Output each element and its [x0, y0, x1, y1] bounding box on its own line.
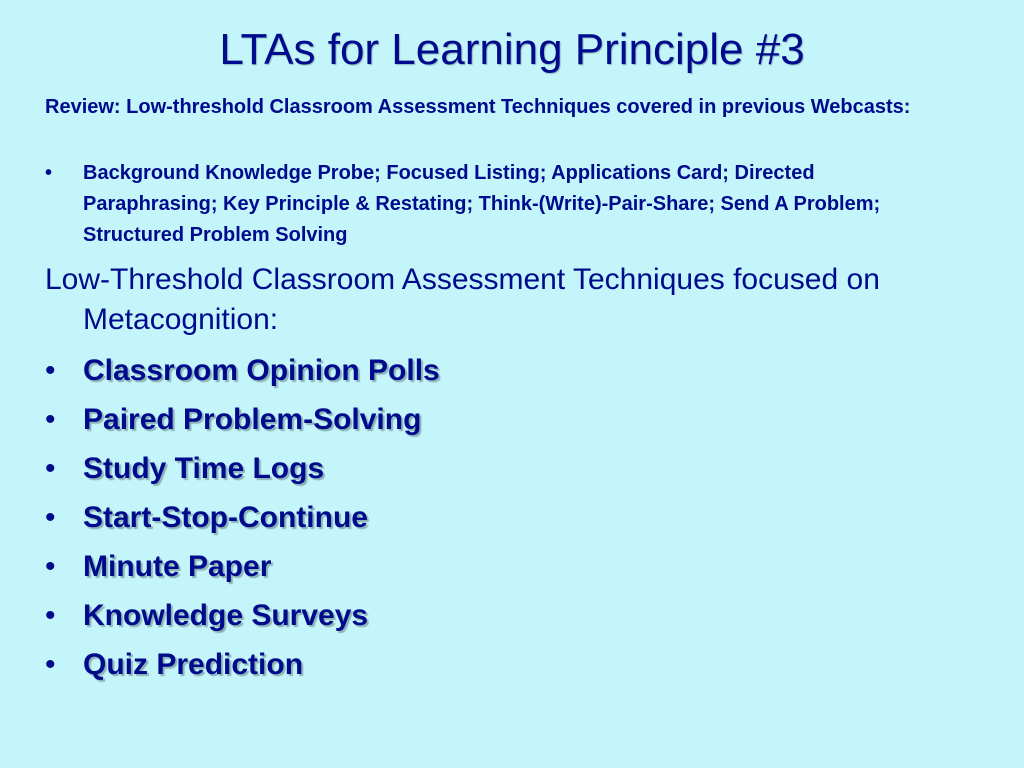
list-item-text: Quiz Prediction — [83, 648, 304, 681]
bullet-icon: • — [45, 599, 56, 632]
technique-list — [45, 346, 945, 689]
bullet-icon: • — [45, 550, 56, 583]
bullet-icon: • — [45, 648, 56, 681]
slide-title: LTAs for Learning Principle #3 — [219, 25, 805, 74]
list-item — [45, 395, 945, 444]
list-item-text: Knowledge Surveys — [83, 599, 369, 632]
list-item — [45, 591, 945, 640]
list-item-text: Minute Paper — [83, 550, 272, 583]
bullet-icon: • — [45, 403, 56, 436]
bullet-icon: • — [45, 354, 56, 387]
review-item — [45, 158, 935, 251]
list-item-text: Classroom Opinion Polls — [83, 354, 440, 387]
list-item-text: Start-Stop-Continue — [83, 501, 368, 534]
list-item — [45, 542, 945, 591]
list-item — [45, 493, 945, 542]
section-heading: Low-Threshold Classroom Assessment Techniques focused on Metacognition: — [45, 263, 880, 336]
list-item — [45, 346, 945, 395]
list-item — [45, 444, 945, 493]
review-item-text: Background Knowledge Probe; Focused Listing; Applications Card; Directed Paraphrasing; Key Principle & Restating; Think-(Write)-Pair-Share; Send A Problem; Structured Problem Solving — [83, 162, 881, 246]
bullet-icon: • — [45, 452, 56, 485]
list-item-text: Paired Problem-Solving — [83, 403, 422, 436]
list-item-text: Study Time Logs — [83, 452, 325, 485]
review-text: Review: Low-threshold Classroom Assessment Techniques covered in previous Webcasts: — [45, 96, 911, 118]
list-item — [45, 640, 945, 689]
bullet-icon: • — [45, 162, 53, 184]
bullet-icon: • — [45, 501, 56, 534]
